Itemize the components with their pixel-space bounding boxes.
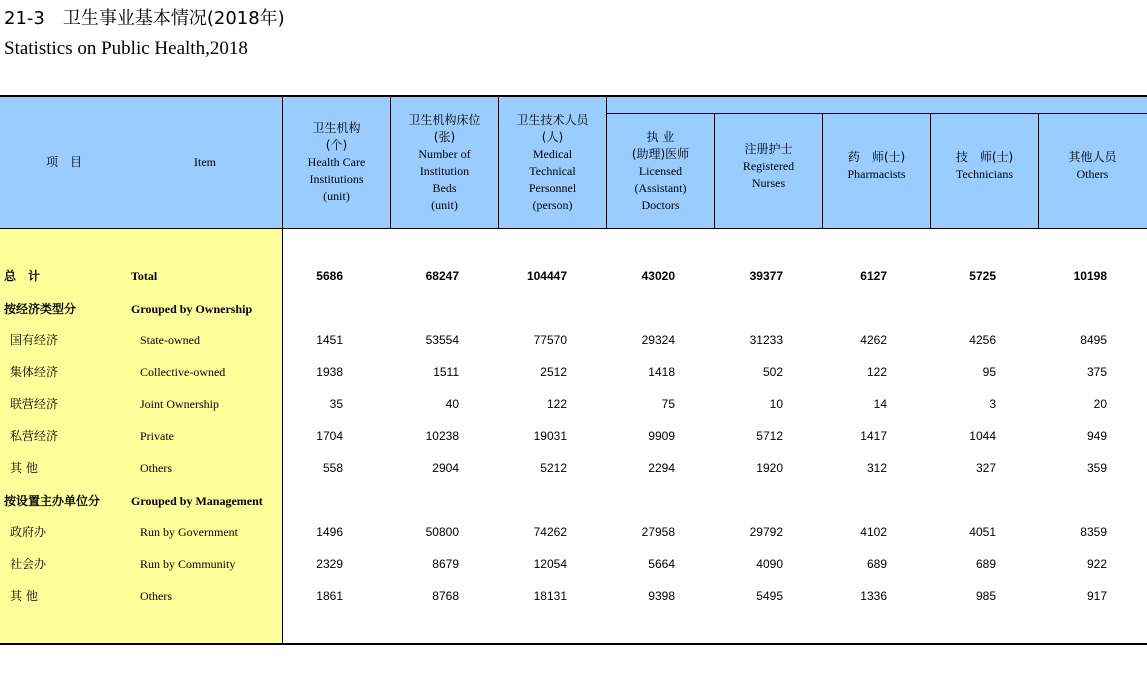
column-header-line: (助理)医师 — [631, 146, 690, 161]
table-cell-value: 10238 — [425, 429, 459, 443]
table-cell-value: 4102 — [860, 525, 887, 539]
column-header-line: Doctors — [641, 197, 680, 212]
table-cell-value: 39377 — [749, 269, 783, 283]
table-cell-value: 12054 — [533, 557, 567, 571]
column-header — [499, 97, 606, 228]
row-label-chinese: 私营经济 — [10, 429, 59, 443]
table-cell-value: 4051 — [969, 525, 996, 539]
column-header-line: Technicians — [955, 167, 1014, 181]
table-cell-value: 1336 — [860, 589, 887, 603]
table-cell-value: 18131 — [533, 589, 567, 603]
table-cell-value: 8768 — [432, 589, 459, 603]
row-label-chinese: 社会办 — [10, 557, 47, 571]
row-label-english: Grouped by Ownership — [131, 302, 253, 316]
row-label-chinese: 按经济类型分 — [4, 302, 77, 316]
table-cell-value: 1451 — [316, 333, 343, 347]
column-header-line: 药 师(士) — [847, 150, 906, 164]
table-cell-value: 2294 — [648, 461, 675, 475]
table-cell-value: 558 — [322, 461, 343, 475]
table-cell-value: 75 — [661, 397, 675, 411]
table-cell-value: 3 — [989, 397, 996, 411]
table-cell-value: 689 — [975, 557, 996, 571]
table-cell-value: 1511 — [433, 365, 459, 379]
table-cell-value: 8359 — [1080, 525, 1107, 539]
table-cell-value: 53554 — [425, 333, 459, 347]
table-cell-value: 74262 — [533, 525, 567, 539]
table-cell-value: 29324 — [641, 333, 675, 347]
column-header-line: 卫生技术人员 — [516, 112, 589, 127]
table-cell-value: 35 — [329, 397, 343, 411]
column-header-line: Number of — [418, 146, 471, 161]
column-header-line: 卫生机构 — [312, 121, 361, 135]
item-header-english: Item — [194, 155, 216, 169]
table-cell-value: 312 — [866, 461, 887, 475]
table-cell-value: 917 — [1086, 589, 1107, 603]
table-cell-value: 922 — [1086, 557, 1107, 571]
column-header-line: (unit) — [431, 197, 458, 212]
table-cell-value: 10 — [769, 397, 783, 411]
table-cell-value: 95 — [982, 365, 996, 379]
column-header-line: Pharmacists — [847, 167, 906, 181]
table-cell-value: 14 — [873, 397, 887, 411]
row-label-english: Collective-owned — [140, 365, 226, 379]
table-bottom-border — [0, 643, 1147, 645]
column-header-line: (unit) — [323, 189, 350, 203]
column-header-line: Institution — [419, 163, 470, 178]
row-label-english: Grouped by Management — [131, 494, 263, 508]
table-cell-value: 5686 — [316, 269, 343, 283]
column-header-line: 卫生机构床位 — [408, 112, 481, 127]
column-header-line: (person) — [532, 197, 573, 212]
table-cell-value: 9398 — [648, 589, 675, 603]
table-cell-value: 5664 — [648, 557, 675, 571]
column-header-line: (Assistant) — [634, 180, 687, 195]
row-label-english: Total — [131, 269, 158, 283]
table-cell-value: 4090 — [756, 557, 783, 571]
column-header — [931, 114, 1038, 218]
row-label-english: Run by Government — [140, 525, 238, 539]
row-label-chinese: 联营经济 — [10, 397, 59, 411]
table-cell-value: 1496 — [316, 525, 343, 539]
row-label-english: Others — [140, 589, 172, 603]
table-cell-value: 949 — [1086, 429, 1107, 443]
column-header — [283, 97, 390, 228]
row-label-english: Joint Ownership — [140, 397, 219, 411]
table-cell-value: 502 — [762, 365, 783, 379]
column-header-line: (个) — [325, 138, 348, 152]
table-cell-value: 985 — [975, 589, 996, 603]
table-cell-value: 689 — [866, 557, 887, 571]
table-cell-value: 29792 — [749, 525, 783, 539]
table-cell-value: 20 — [1093, 397, 1107, 411]
table-cell-value: 77570 — [533, 333, 567, 347]
header-bottom-border — [0, 228, 1147, 229]
table-cell-value: 1044 — [969, 429, 996, 443]
row-label-english: Others — [140, 461, 172, 475]
column-header-line: 其他人员 — [1068, 150, 1117, 164]
column-header — [607, 114, 714, 228]
table-cell-value: 31233 — [749, 333, 783, 347]
table-cell-value: 5212 — [540, 461, 567, 475]
row-label-english: Private — [140, 429, 174, 443]
table-cell-value: 1920 — [756, 461, 783, 475]
column-header-line: Licensed — [638, 163, 683, 178]
table-cell-value: 6127 — [860, 269, 887, 283]
table-cell-value: 2904 — [432, 461, 459, 475]
column-header-line: 技 师(士) — [955, 150, 1014, 164]
column-header — [1039, 114, 1146, 218]
table-cell-value: 359 — [1086, 461, 1107, 475]
row-label-chinese: 总 计 — [4, 269, 41, 283]
item-header-chinese: 项 目 — [46, 155, 83, 169]
table-cell-value: 327 — [975, 461, 996, 475]
table-cell-value: 68247 — [425, 269, 459, 283]
row-label-english: State-owned — [140, 333, 200, 347]
table-cell-value: 2329 — [316, 557, 343, 571]
table-cell-value: 40 — [445, 397, 459, 411]
table-cell-value: 1417 — [860, 429, 887, 443]
table-cell-value: 375 — [1086, 365, 1107, 379]
row-label-chinese: 国有经济 — [10, 333, 59, 347]
table-cell-value: 4262 — [860, 333, 887, 347]
column-header — [391, 97, 498, 228]
column-header-line: Institutions — [309, 172, 364, 186]
table-cell-value: 4256 — [969, 333, 996, 347]
table-cell-value: 43020 — [641, 269, 675, 283]
table-cell-value: 2512 — [540, 365, 567, 379]
table-cell-value: 8495 — [1080, 333, 1107, 347]
table-cell-value: 9909 — [648, 429, 675, 443]
column-header-line: Registered — [742, 158, 795, 173]
table-cell-value: 1418 — [648, 365, 675, 379]
column-header-line: 注册护士 — [744, 141, 793, 156]
column-header-line: Beds — [432, 180, 457, 195]
column-header-line: Personnel — [528, 180, 577, 195]
column-header-line: Others — [1076, 167, 1109, 181]
table-title-chinese: 21-3 卫生事业基本情况(2018年) — [4, 8, 285, 29]
table-cell-value: 19031 — [533, 429, 567, 443]
column-header-line: Technical — [529, 163, 576, 178]
table-cell-value: 104447 — [526, 269, 567, 283]
column-header — [823, 114, 930, 218]
table-cell-value: 1861 — [316, 589, 343, 603]
table-cell-value: 1704 — [316, 429, 343, 443]
column-header-line: Nurses — [751, 175, 786, 190]
column-header-line: (人) — [541, 129, 564, 144]
table-cell-value: 50800 — [425, 525, 459, 539]
column-header — [715, 114, 822, 218]
row-label-chinese: 按设置主办单位分 — [4, 494, 101, 508]
row-label-chinese: 政府办 — [10, 525, 47, 539]
column-header-line: Medical — [532, 146, 573, 161]
row-label-chinese: 其 他 — [10, 589, 38, 603]
row-label-chinese: 集体经济 — [10, 365, 59, 379]
column-header-line: Health Care — [307, 155, 366, 169]
table-cell-value: 10198 — [1073, 269, 1107, 283]
table-cell-value: 122 — [546, 397, 567, 411]
table-cell-value: 5712 — [756, 429, 783, 443]
row-label-chinese: 其 他 — [10, 461, 38, 475]
table-cell-value: 8679 — [432, 557, 459, 571]
column-header-line: (张) — [433, 129, 456, 144]
column-header-line: 执 业 — [646, 129, 675, 144]
table-cell-value: 5495 — [756, 589, 783, 603]
table-cell-value: 27958 — [641, 525, 675, 539]
table-cell-value: 1938 — [316, 365, 343, 379]
table-cell-value: 122 — [866, 365, 887, 379]
table-cell-value: 5725 — [969, 269, 996, 283]
row-label-english: Run by Community — [140, 557, 236, 571]
table-title-english: Statistics on Public Health,2018 — [4, 38, 248, 59]
